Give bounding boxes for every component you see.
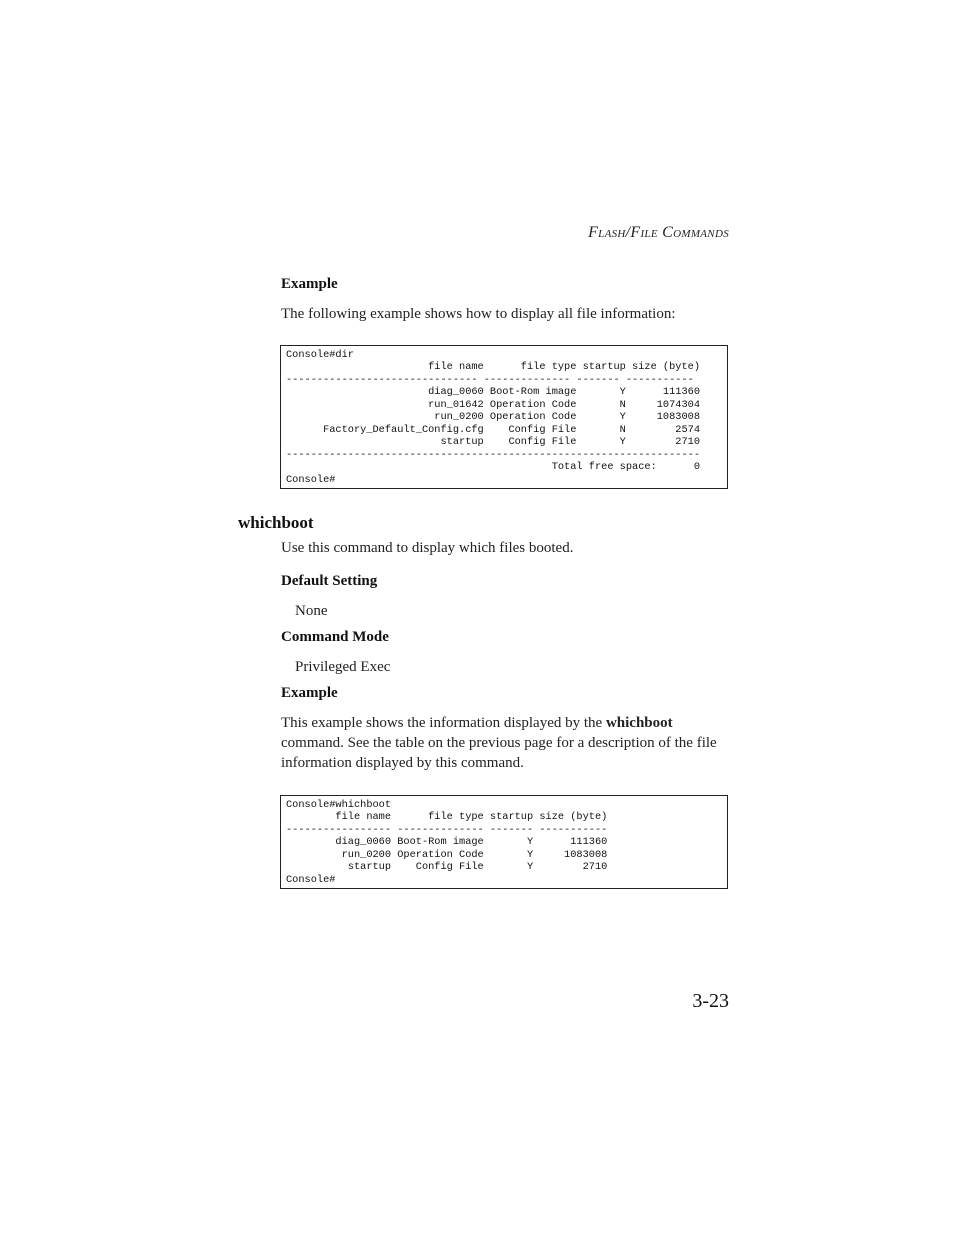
dir-code-text: Console#dir file name file type startup size (byte) ------------------------------- -------------- ------- ----------- diag_0060 Boot-Rom image Y 111360 run_01642 Operation Code N 1074304 run_0200 Operation Code Y 1083008 Factory_Default_Config.cfg Config File N 2574 startup Config File Y 2710 ------------------------------------------------------------------- Total free space: 0 Console#	[286, 349, 701, 486]
command-mode-heading: Command Mode	[281, 629, 389, 645]
page-number: 3-23	[692, 990, 729, 1012]
default-setting-heading: Default Setting	[281, 573, 378, 589]
default-setting-value: None	[295, 603, 328, 619]
whichboot-section-title: whichboot	[238, 513, 314, 532]
example-text-command: whichboot	[605, 715, 673, 731]
example-text-after: command. See the table on the previous page for a description of the file information displayed by this command.	[281, 735, 717, 771]
running-header: Flash/File Commands	[588, 224, 729, 241]
command-mode-value: Privileged Exec	[295, 659, 391, 675]
whichboot-example-text	[281, 713, 729, 773]
dir-example-intro: The following example shows how to display all file information:	[281, 306, 676, 322]
dir-code-block	[280, 345, 728, 489]
dir-example-heading: Example	[281, 276, 338, 292]
whichboot-code-block	[280, 795, 728, 889]
whichboot-example-heading: Example	[281, 685, 338, 701]
example-text-before: This example shows the information displayed by the	[281, 715, 606, 731]
whichboot-description: Use this command to display which files booted.	[281, 540, 574, 556]
whichboot-code-text: Console#whichboot file name file type startup size (byte) ----------------- -------------- ------- ----------- diag_0060 Boot-Rom image Y 111360 run_0200 Operation Code Y 1083008 startup Config File Y 2710 Console#	[286, 799, 608, 886]
